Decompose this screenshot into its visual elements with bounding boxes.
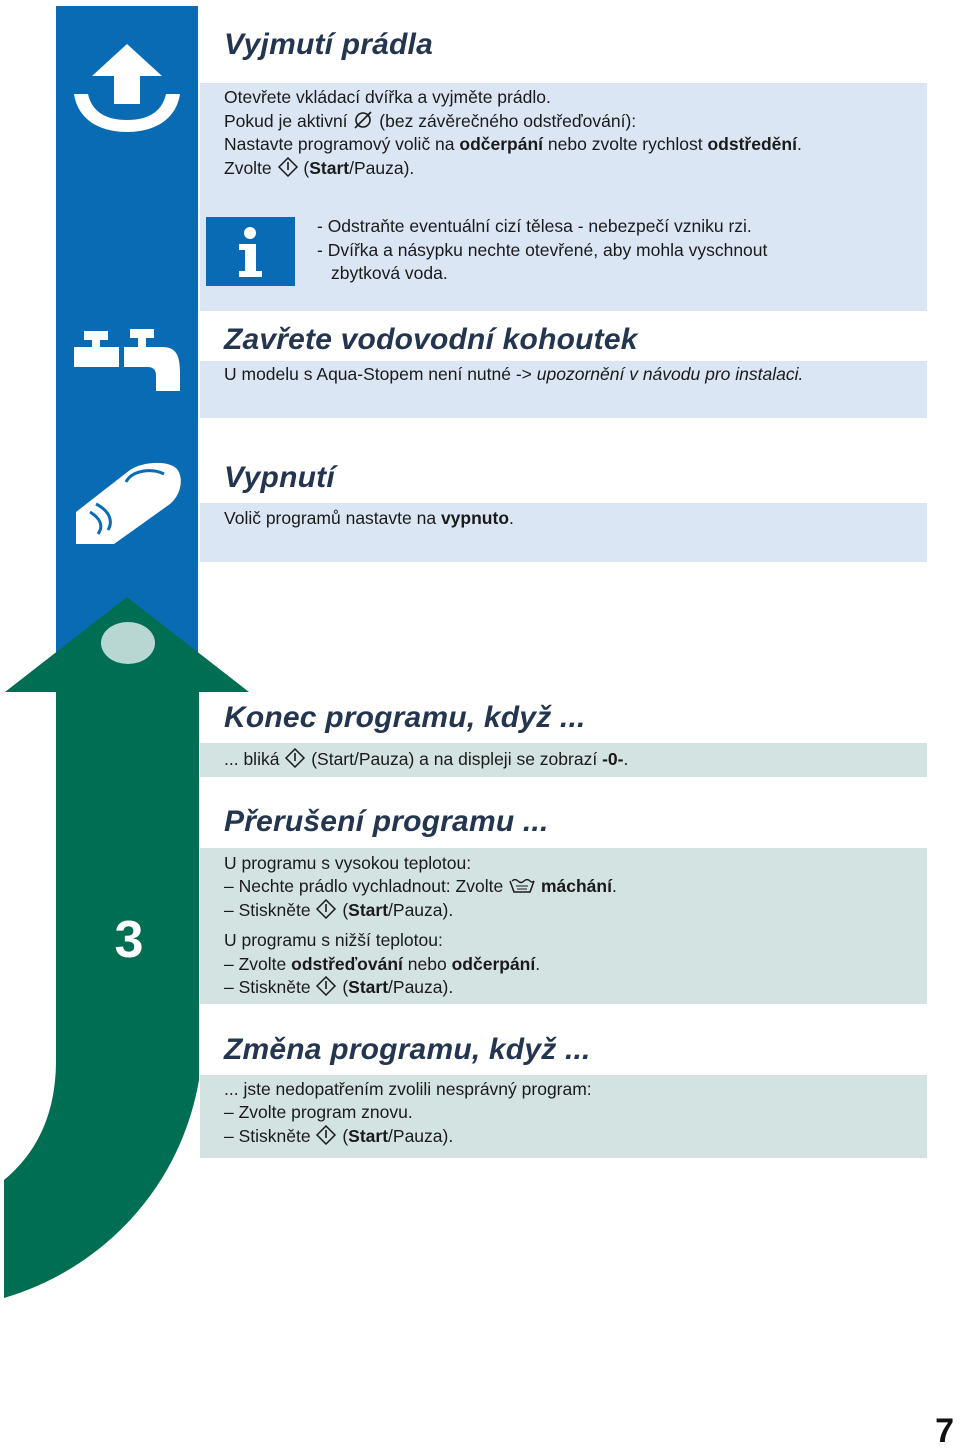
start-pause-icon bbox=[315, 976, 337, 996]
up-arrow-icon bbox=[100, 620, 156, 666]
change-line-3: – Stiskněte (Start/Pauza). bbox=[224, 1126, 454, 1146]
interrupt-high-2: – Stiskněte (Start/Pauza). bbox=[224, 900, 454, 920]
change-line-2: – Zvolte program znovu. bbox=[224, 1102, 413, 1122]
start-pause-icon bbox=[284, 748, 306, 768]
unload-line-2: Pokud je aktivní (bez závěrečného odstřeďování): bbox=[224, 111, 637, 131]
info-icon bbox=[206, 217, 295, 286]
unload-title: Vyjmutí prádla bbox=[224, 28, 433, 61]
change-title: Změna programu, když ... bbox=[224, 1033, 591, 1066]
rinse-icon bbox=[508, 877, 536, 895]
water-tap-icon bbox=[72, 325, 187, 397]
start-pause-icon bbox=[315, 1125, 337, 1145]
off-title: Vypnutí bbox=[224, 461, 335, 494]
change-line-1: ... jste nedopatřením zvolili nesprávný program: bbox=[224, 1079, 592, 1099]
end-title: Konec programu, když ... bbox=[224, 701, 586, 734]
info-line-2: - Dvířka a násypku nechte otevřené, aby mohla vyschnout bbox=[317, 240, 768, 260]
start-pause-icon bbox=[315, 899, 337, 919]
unload-line-3: Nastavte programový volič na odčerpání nebo zvolte rychlost odstředění. bbox=[224, 134, 802, 154]
interrupt-title: Přerušení programu ... bbox=[224, 805, 549, 838]
step-number: 3 bbox=[114, 911, 144, 969]
interrupt-low-1: – Zvolte odstřeďování nebo odčerpání. bbox=[224, 954, 541, 974]
start-pause-icon bbox=[277, 157, 299, 177]
off-text: Volič programů nastavte na vypnuto. bbox=[224, 508, 514, 528]
no-spin-icon bbox=[352, 110, 374, 130]
info-line-3: zbytková voda. bbox=[331, 263, 448, 283]
unload-line-1: Otevřete vkládací dvířka a vyjměte prádlo. bbox=[224, 87, 551, 107]
page-number: 7 bbox=[935, 1412, 954, 1450]
interrupt-low-2: – Stiskněte (Start/Pauza). bbox=[224, 977, 454, 997]
finger-press-icon bbox=[70, 460, 185, 550]
interrupt-high-label: U programu s vysokou teplotou: bbox=[224, 853, 472, 873]
end-text: ... bliká (Start/Pauza) a na displeji se zobrazí -0-. bbox=[224, 749, 629, 769]
info-line-1: - Odstraňte eventuální cizí tělesa - nebezpečí vzniku rzi. bbox=[317, 216, 752, 236]
unload-arrow-icon bbox=[70, 40, 185, 135]
interrupt-low-label: U programu s nižší teplotou: bbox=[224, 930, 443, 950]
tap-text: U modelu s Aqua-Stopem není nutné -> upozornění v návodu pro instalaci. bbox=[224, 364, 804, 384]
tap-title: Zavřete vodovodní kohoutek bbox=[224, 323, 638, 356]
unload-line-4: Zvolte (Start/Pauza). bbox=[224, 158, 415, 178]
interrupt-high-1: – Nechte prádlo vychladnout: Zvolte máchání. bbox=[224, 876, 617, 896]
